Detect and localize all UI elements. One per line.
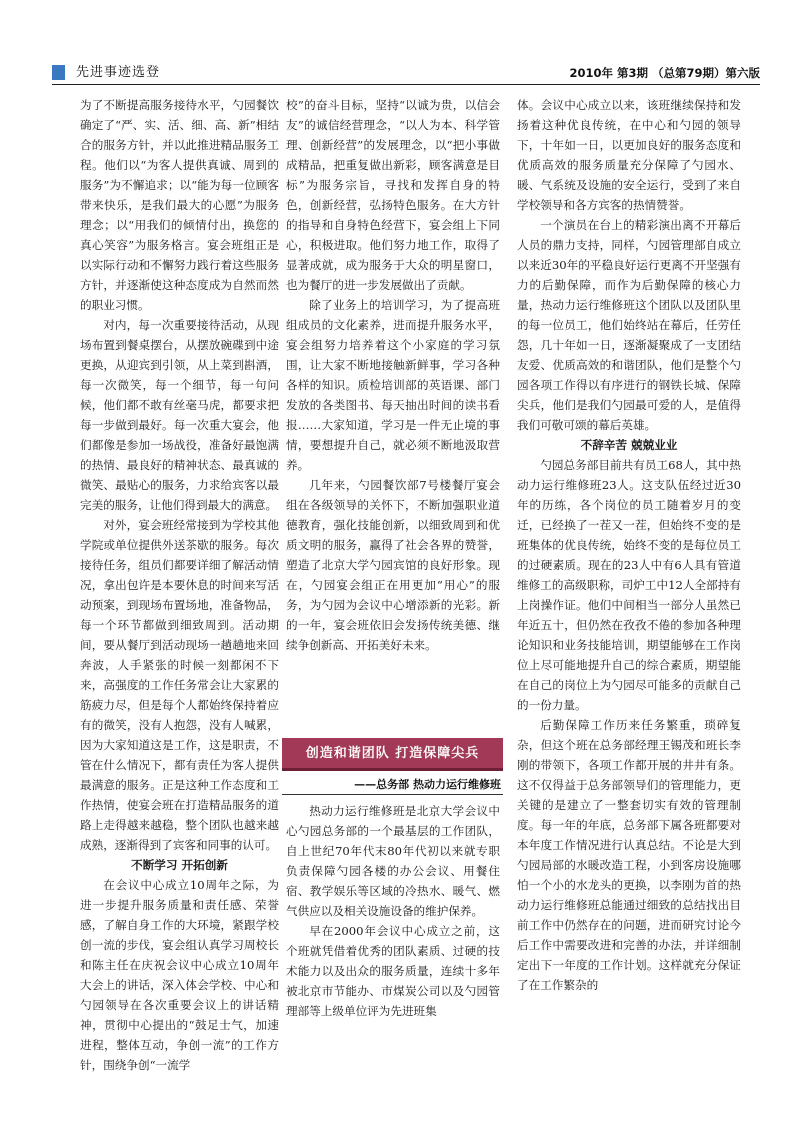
column-left	[80, 95, 279, 1075]
column-middle-lower	[286, 801, 500, 1021]
paragraph: 勺园总务部目前共有员工68人，其中热动力运行维修班23人。这支队伍经过近30年的历练，各个岗位的员工随着岁月的变迁，已经换了一茬又一茬，但始终不变的是班集体的优良传统，始终不变的是每位员工的过硬素质。现在的23人中有6人具有管道维修工的高级职称，司炉工中12人全部持有上岗操作证。他们中间相当一部分人虽然已年近五十，但仍然在孜孜不倦的参加各种理论知识和业务技能培训，期望能够在工作岗位上尽可能地提升自己的综合素质，期望能在自己的岗位上为勺园尽可能多的贡献自己的一份力量。	[517, 458, 741, 712]
paragraph: 几年来，勺园餐饮部7号楼餐厅宴会组在各级领导的关怀下，不断加强职业道德教育，强化技能创新，以细致周到和优质文明的服务，赢得了社会各界的赞誉，塑造了北京大学勺园宾馆的良好形象。现在，勺园宴会组正在用更加“用心”的服务，为勺园为会议中心增添新的光彩。新的一年，宴会班依旧会发扬传统美德、继续争创新高、开拓美好未来。	[286, 478, 500, 652]
paragraph: 热动力运行维修班是北京大学会议中心勺园总务部的一个最基层的工作团队，自上世纪70年代末80年代初以来就专职负责保障勺园各楼的办公会议、用餐住宿、教学娱乐等区域的冷热水、暖气、燃气供应以及相关设施设备的维护保养。	[286, 804, 500, 918]
article-byline	[282, 774, 503, 796]
issue-info: 2010年 第3期 （总第79期）第六版	[569, 66, 760, 80]
section-marker-icon	[52, 65, 65, 80]
column-middle	[286, 95, 500, 655]
subheading: 不辞辛苦 兢兢业业	[580, 438, 678, 452]
header-rule	[52, 84, 760, 85]
subheading: 不断学习 开拓创新	[131, 858, 228, 872]
byline-rule	[282, 794, 503, 795]
article-title-banner	[282, 738, 503, 771]
section-title: 先进事迹选登	[76, 65, 161, 80]
column-right	[517, 95, 741, 995]
paragraph: 为了不断提高服务接待水平，勺园餐饮确定了“严、实、活、细、高、新”相结合的服务方针，并以此推进精品服务工程。他们以“为客人提供真诚、周到的服务”为不懈追求；以“能为每一位顾客带来快乐，是我们最大的心愿”为服务理念；以“用我们的倾情付出，换您的真心笑容”为服务格言。宴会班组正是以实际行动和不懈努力践行着这些服务方针，并逐渐使这种态度成为自然而然的职业习惯。	[80, 98, 279, 312]
byline-text: ——总务部 热动力运行维修班	[354, 778, 501, 791]
paragraph: 早在2000年会议中心成立之前，这个班就凭借着优秀的团队素质、过硬的技术能力以及出众的服务质量，连续十多年被北京市节能办、市煤炭公司以及勺园管理部等上级单位评为先进班集	[286, 924, 500, 1018]
paragraph: 在会议中心成立10周年之际，为进一步提升服务质量和责任感、荣誉感，了解自身工作的大环境，紧跟学校创一流的步伐，宴会组认真学习周校长和陈主任在庆祝会议中心成立10周年大会上的讲话，深入体会学校、中心和勺园领导在各次重要会议上的讲话精神，贯彻中心提出的“鼓足士气，加速进程，整体互动，争创一流”的工作方针，围绕争创“一流学	[80, 878, 279, 1072]
paragraph: 对外，宴会班经常接到为学校其他学院或单位提供外送茶歇的服务。每次接待任务，组员们都要详细了解活动情况，拿出包许是本要休息的时间来写活动预案，到现场布置场地，准备物品，每一个环节都做到细致周到。活动期间，要从餐厅到活动现场一趟趟地来回奔波，人手紧张的时候一刻都闲不下来，高强度的工作任务常会让大家累的筋疲力尽，但是每个人都始终保持着应有的微笑，没有人抱怨，没有人喊累，因为大家知道这是工作，这是职责，不管在什么情况下，都有责任为客人提供最满意的服务。正是这种工作态度和工作热情，使宴会班在打造精品服务的道路上走得越来越稳，整个团队也越来越成熟，逐渐得到了宾客和同事的认可。	[80, 518, 279, 852]
paragraph: 校”的奋斗目标，坚持“以诚为贵，以信会友”的诚信经营理念，“以人为本、科学管理、创新经营”的发展理念，以“把小事做成精品，把重复做出新彩，顾客满意是目标”为服务宗旨，寻找和发挥自身的特色，创新经营，弘扬特色服务。在大方针的指导和自身特色经营下，宴会组上下同心，积极进取。他们努力地工作，取得了显著成就，成为服务于大众的明星窗口，也为餐厅的进一步发展做出了贡献。	[286, 98, 500, 292]
page-header	[52, 64, 760, 84]
paragraph: 一个演员在台上的精彩演出离不开幕后人员的鼎力支持，同样，勺园管理部自成立以来近30年的平稳良好运行更离不开坚强有力的后勤保障，而作为后勤保障的核心力量，热动力运行维修班这个团队以及团队里的每一位员工，他们始终站在幕后，任劳任怨，几十年如一日，逐渐凝聚成了一支团结友爱、优质高效的和谐团队，他们是整个勺园各项工作得以有序进行的钢铁长城、保障尖兵，他们是我们勺园最可爱的人，是值得我们可敬可颂的幕后英雄。	[517, 218, 741, 432]
paragraph: 体。会议中心成立以来，该班继续保持和发扬着这种优良传统，在中心和勺园的领导下，十年如一日，以更加良好的服务态度和优质高效的服务质量充分保障了勺园水、暖、气系统及设施的安全运行，受到了来自学校领导和各方宾客的热情赞誉。	[517, 98, 741, 212]
paragraph: 除了业务上的培训学习，为了提高班组成员的文化素养，进而提升服务水平，宴会组努力培养着这个小家庭的学习氛围，让大家不断地接触新鲜事，学习各种各样的知识。质检培训部的英语课、部门发放的各类图书、每天抽出时间的读书看报……大家知道，学习是一件无止境的事情，要想提升自己，就必须不断地汲取营养。	[286, 298, 500, 472]
paragraph: 对内，每一次重要接待活动，从现场布置到餐桌摆台，从摆放碗碟到中途更换，从迎宾到引领，从上菜到斟酒，每一次微笑，每一个细节，每一句问候，他们都不敢有丝毫马虎，都要求把每一步做到最好。每一次重大宴会，他们都像是参加一场战役，准备好最饱满的热情、最良好的精神状态、最真诚的微笑、最贴心的服务，力求给宾客以最完美的服务，让他们得到最大的满意。	[80, 318, 279, 512]
paragraph: 后勤保障工作历来任务繁重，琐碎复杂，但这个班在总务部经理王锡茂和班长李刚的带领下，各项工作都开展的井井有条。这不仅得益于总务部领导们的管理能力，更关键的是建立了一整套切实有效的管理制度。每一年的年底，总务部下属各班都要对本年度工作情况进行认真总结。不论是大到勺园局部的水暖改造工程，小到客房设施哪怕一个小的水龙头的更换，以李刚为首的热动力运行维修班总能通过细致的总结找出目前工作中仍然存在的问题，进而研究讨论今后工作中需要改进和完善的办法，并详细制定出下一年度的工作计划。这样就充分保证了在工作繁杂的	[517, 718, 741, 992]
article-title: 创造和谐团队 打造保障尖兵	[305, 746, 480, 761]
